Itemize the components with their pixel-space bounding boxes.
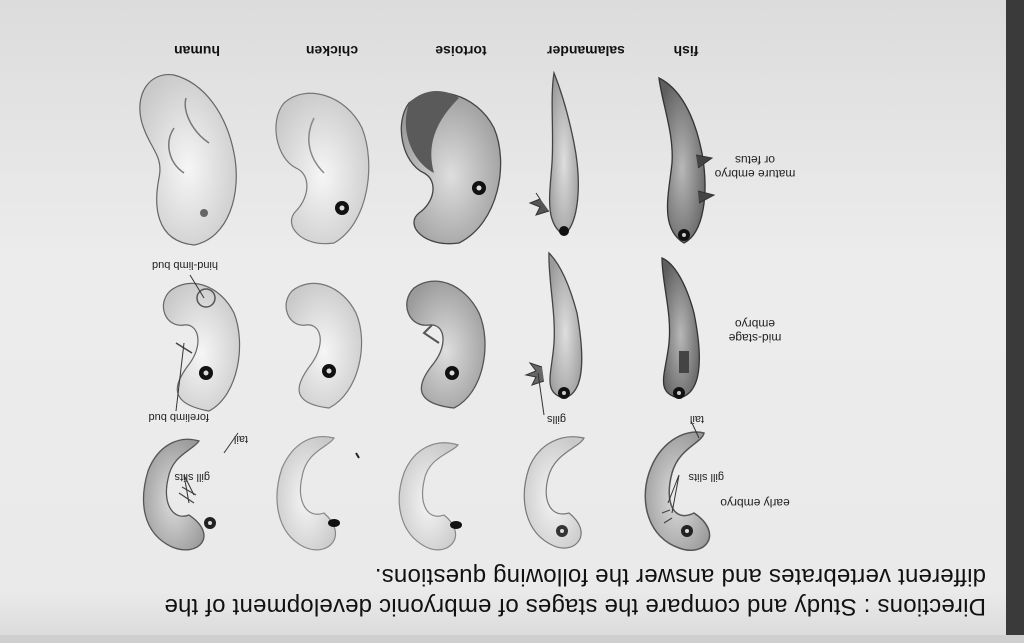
fish-mid-embryo: [662, 258, 699, 399]
label-tortoise: tortoise: [435, 43, 487, 59]
salamander-mature-embryo: [530, 73, 578, 236]
tortoise-mid-embryo: [407, 281, 485, 408]
salamander-early-embryo: [524, 437, 584, 548]
annotation-gills: gills: [547, 413, 566, 425]
stage-mature-line2: or fetus: [734, 153, 776, 167]
label-fish: fish: [673, 43, 699, 59]
human-early-embryo: [144, 439, 216, 550]
fish-early-embryo: [645, 432, 709, 550]
label-chicken: chicken: [305, 43, 359, 59]
stage-mid-line2: embryo: [735, 317, 776, 331]
stage-mature-line1: mature embryo: [714, 167, 796, 181]
chicken-mid-embryo: [286, 283, 362, 408]
human-mature-fetus: [140, 75, 236, 245]
label-salamander: salamander: [547, 43, 625, 59]
fish-mature-embryo: [659, 78, 714, 243]
chicken-mature-embryo: [276, 93, 369, 243]
annotation-forelimb-bud: forelimb bud: [148, 411, 209, 423]
annotation-gill-slits-human: gill slits: [174, 471, 210, 483]
human-mid-embryo: [163, 283, 239, 411]
salamander-mid-embryo: [526, 253, 582, 399]
tortoise-mature-embryo: [401, 91, 500, 244]
annotation-tail-fish: tail: [689, 413, 704, 425]
directions-line-2: different vertebrates and answer the following questions.: [374, 563, 986, 590]
label-human: human: [174, 43, 220, 59]
annotation-gill-slits-fish: gill slits: [688, 471, 724, 483]
directions-line-1: Directions : Study and compare the stages of embryonic development of the: [164, 593, 986, 620]
tortoise-early-embryo: [399, 443, 462, 550]
annotation-tail-human: tail: [233, 433, 248, 445]
annotation-hindlimb-bud: hind-limb bud: [151, 259, 218, 271]
stage-early-label: early embryo: [720, 496, 790, 510]
stage-mid-line1: mid-stage: [728, 331, 782, 345]
chicken-early-embryo: [277, 437, 359, 550]
